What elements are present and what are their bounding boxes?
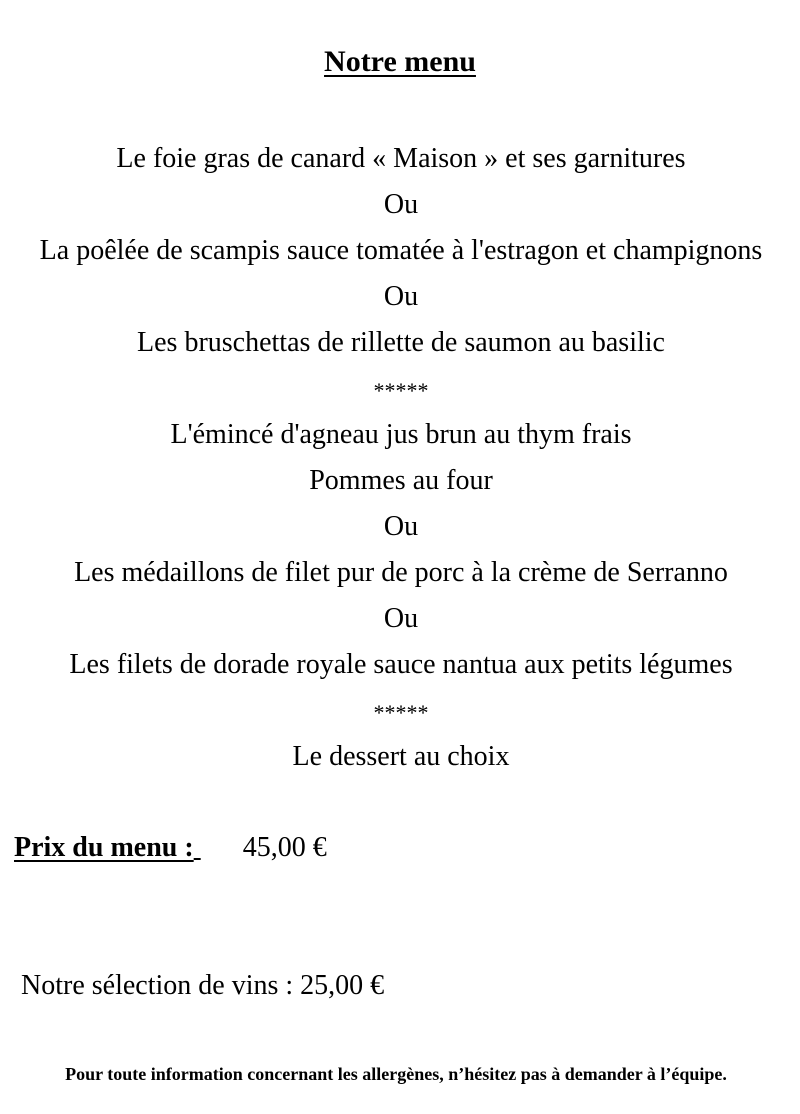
main-option-3: Les filets de dorade royale sauce nantua aux petits légumes [69,649,733,680]
page-title [0,42,800,82]
or-divider: Ou [383,281,419,312]
starter-option-1: Le foie gras de canard « Maison » et ses garnitures [116,143,686,174]
price-label-underline-pad [194,828,204,868]
course-separator: ***** [373,378,429,403]
dessert-option: Le dessert au choix [292,741,510,772]
menu-price-row [14,828,327,868]
menu-title-text: Notre menu [324,45,476,78]
menu-price-label: Prix du menu : [14,832,194,863]
main-option-1: L'émincé d'agneau jus brun au thym frais [170,419,632,450]
wine-selection: Notre sélection de vins : 25,00 € [21,970,385,1001]
menu-course-list [0,138,800,782]
menu-price-value: 45,00 € [242,832,327,863]
or-divider: Ou [383,189,419,220]
or-divider: Ou [383,603,419,634]
course-separator: ***** [373,700,429,725]
main-option-2: Les médaillons de filet pur de porc à la crème de Serranno [74,557,728,588]
or-divider: Ou [383,511,419,542]
allergen-note: Pour toute information concernant les allergènes, n’hésitez pas à demander à l’équipe. [65,1064,727,1084]
starter-option-2: La poêlée de scampis sauce tomatée à l'estragon et champignons [39,235,763,266]
starter-option-3: Les bruschettas de rillette de saumon au basilic [137,327,665,358]
main-option-1-side: Pommes au four [309,465,493,496]
